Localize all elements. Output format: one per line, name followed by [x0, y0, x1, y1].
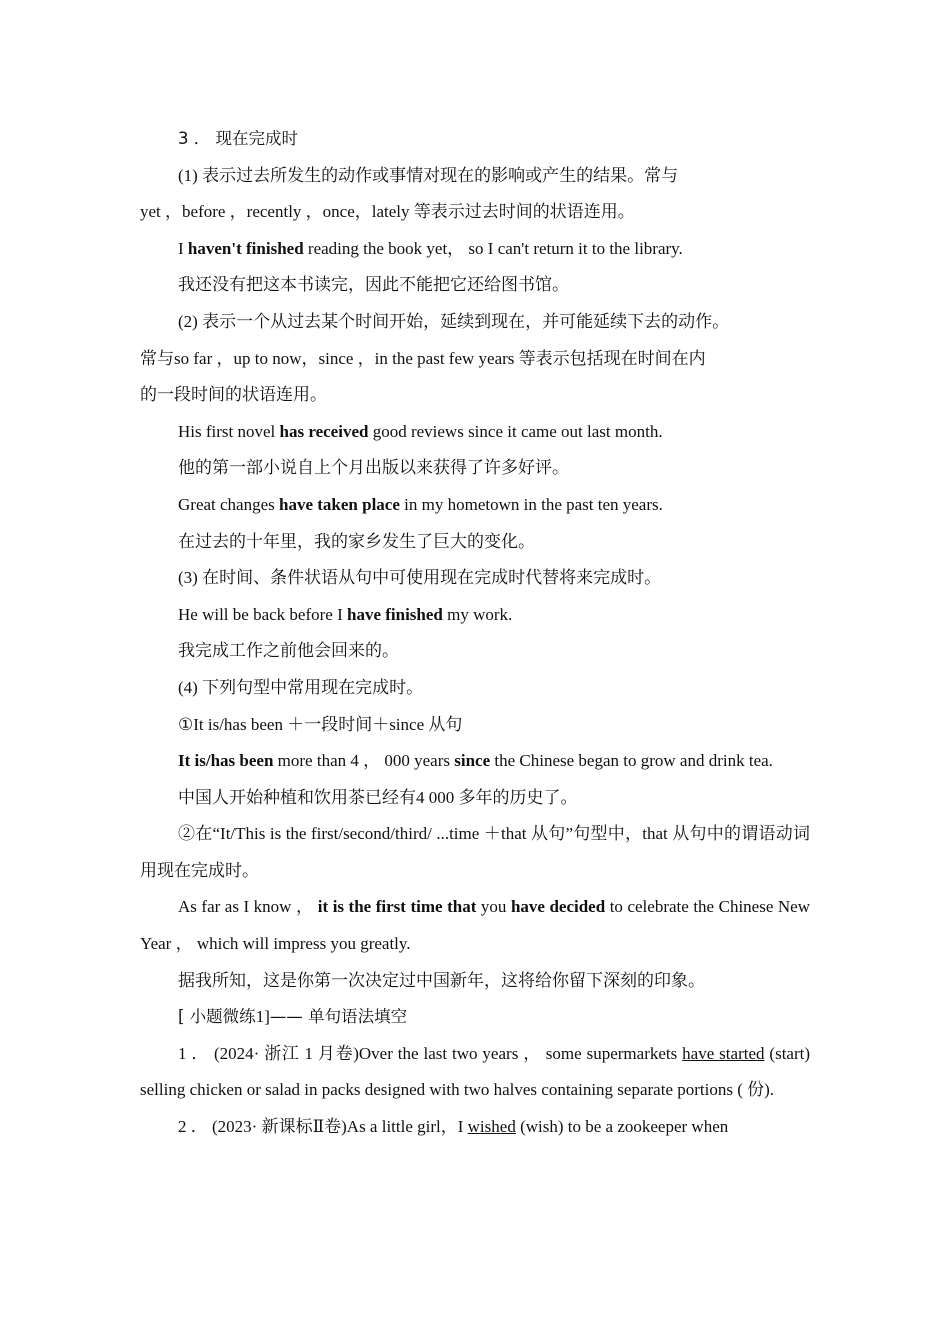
example-5-translation: 中国人开始种植和饮用茶已经有4 000 多年的历史了。: [178, 787, 578, 807]
rule-3: (3) 在时间、条件状语从句中可使用现在完成时代替将来完成时。: [178, 568, 662, 588]
example-4: He will be back before I have finished my work.: [178, 604, 513, 624]
rule-2-line-2: 常与so far ，up to now，since ，in the past few years 等表示包括现在时间在内: [140, 348, 706, 368]
example-1-translation: 我还没有把这本书读完，因此不能把它还给图书馆。: [178, 275, 569, 295]
example-2-keyword: has received: [279, 421, 369, 441]
section-heading: 3 ． 现在完成时: [178, 129, 298, 148]
rule-1-line-2: yet ，before ，recently ，once，lately 等表示过去时间的状语连用。: [140, 202, 635, 222]
rule-4-pattern-1: ①It is/has been ＋一段时间＋since 从句: [178, 714, 463, 734]
example-5-keyword-2: since: [454, 751, 491, 771]
rule-4-pattern-2: ②在“It/This is the first/second/third/ ...time ＋that 从句”句型中，that 从句中的谓语动词用现在完成时。: [140, 824, 810, 880]
question-1-answer: have started: [682, 1043, 765, 1063]
example-6-translation: 据我所知，这是你第一次决定过中国新年，这将给你留下深刻的印象。: [178, 970, 705, 990]
example-1: I haven't finished reading the book yet， so I can't return it to the library.: [178, 238, 683, 258]
example-4-keyword: have finished: [346, 604, 443, 624]
example-2-translation: 他的第一部小说自上个月出版以来获得了许多好评。: [178, 458, 569, 478]
example-3: Great changes have taken place in my hometown in the past ten years.: [178, 494, 663, 514]
example-3-translation: 在过去的十年里，我的家乡发生了巨大的变化。: [178, 531, 535, 551]
question-2: 2 ． (2023· 新课标Ⅱ卷)As a little girl，I wished (wish) to be a zookeeper when: [178, 1117, 729, 1137]
example-5: It is/has been more than 4 ， 000 years since the Chinese began to grow and drink tea.: [178, 751, 773, 771]
question-2-answer: wished: [467, 1117, 516, 1137]
example-2: His first novel has received good reviews since it came out last month.: [178, 421, 663, 441]
example-4-translation: 我完成工作之前他会回来的。: [178, 641, 399, 661]
rule-2-line-1: (2) 表示一个从过去某个时间开始，延续到现在，并可能延续下去的动作。: [178, 311, 730, 331]
document-page: [140, 121, 810, 1146]
example-3-keyword: have taken place: [279, 494, 400, 514]
rule-2-line-3: 的一段时间的状语连用。: [140, 385, 327, 405]
rule-4: (4) 下列句型中常用现在完成时。: [178, 677, 424, 697]
example-5-keyword-1: It is/has been: [178, 751, 274, 771]
example-6-keyword-2: have decided: [510, 897, 606, 917]
practice-heading: [ 小题微练1]—— 单句语法填空: [178, 1007, 408, 1027]
example-1-keyword: haven't finished: [187, 238, 304, 258]
example-6: As far as I know ， it is the first time that you have decided to celebrate the Chinese New Year ， which will impress you greatly.: [140, 897, 811, 954]
example-6-keyword-1: it is the first time that: [317, 897, 477, 917]
question-1: 1 ． (2024· 浙江 1 月卷)Over the last two years ， some supermarkets have started (start) selling chicken or salad in packs designed with two halves containing separate portions ( 份).: [140, 1043, 811, 1100]
rule-1-line-1: (1) 表示过去所发生的动作或事情对现在的影响或产生的结果。常与: [178, 165, 679, 185]
